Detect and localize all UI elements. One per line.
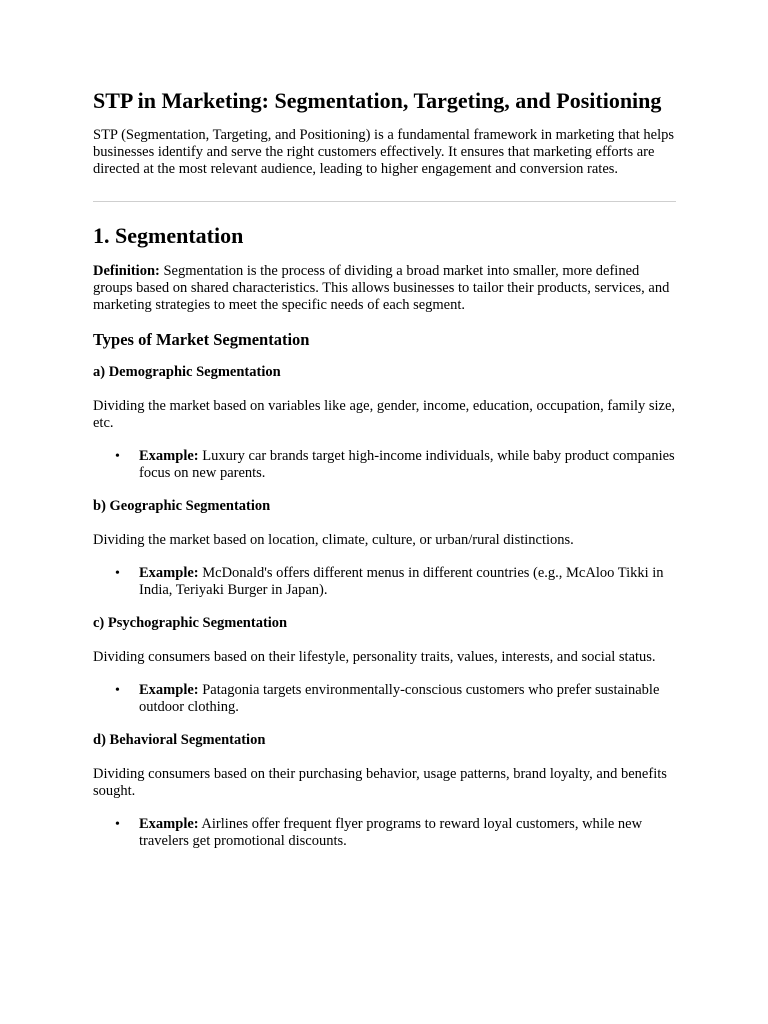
example-list-demographic: [93, 448, 676, 482]
list-item: [115, 565, 676, 599]
example-list-geographic: [93, 565, 676, 599]
bullet-icon: •: [115, 449, 120, 464]
intro-paragraph: STP (Segmentation, Targeting, and Positioning) is a fundamental framework in marketing that helps businesses identify and serve the right customers effectively. It ensures that marketing efforts are directed at the most relevant audience, leading to higher engagement and conversion rates.: [93, 127, 675, 177]
example-list-behavioral: [93, 816, 676, 850]
example-label: Example:: [139, 682, 199, 698]
definition-paragraph: [93, 263, 676, 314]
example-text: McDonald's offers different menus in different countries (e.g., McAloo Tikki in India, Teriyaki Burger in Japan).: [139, 565, 664, 598]
page-title: STP in Marketing: Segmentation, Targeting, and Positioning: [93, 88, 662, 113]
example-label: Example:: [139, 565, 199, 581]
subheading-psychographic: c) Psychographic Segmentation: [93, 615, 288, 631]
example-label: Example:: [139, 448, 199, 464]
definition-label: Definition:: [93, 263, 160, 279]
description-demographic: Dividing the market based on variables like age, gender, income, education, occupation, family size, etc.: [93, 398, 676, 431]
definition-text: Segmentation is the process of dividing a broad market into smaller, more defined groups based on shared characteristics. This allows businesses to tailor their products, services, and marketing strategies to meet the specific needs of each segment.: [93, 263, 670, 313]
example-list-psychographic: [93, 682, 676, 716]
list-item: [115, 816, 676, 850]
subheading-geographic: b) Geographic Segmentation: [93, 498, 271, 514]
list-item: [115, 448, 676, 482]
description-geographic: Dividing the market based on location, climate, culture, or urban/rural distinctions.: [93, 532, 574, 548]
section-divider: [93, 201, 676, 202]
types-heading: Types of Market Segmentation: [93, 330, 310, 349]
list-item: [115, 682, 676, 716]
subheading-demographic: a) Demographic Segmentation: [93, 364, 281, 380]
example-text: Airlines offer frequent flyer programs to reward loyal customers, while new travelers get promotional discounts.: [139, 816, 643, 849]
example-text: Luxury car brands target high-income individuals, while baby product companies focus on new parents.: [139, 448, 675, 481]
bullet-icon: •: [115, 566, 120, 581]
example-label: Example:: [139, 816, 199, 832]
bullet-icon: •: [115, 817, 120, 832]
bullet-icon: •: [115, 683, 120, 698]
description-psychographic: Dividing consumers based on their lifestyle, personality traits, values, interests, and social status.: [93, 649, 656, 665]
description-behavioral: Dividing consumers based on their purchasing behavior, usage patterns, brand loyalty, and benefits sought.: [93, 766, 667, 799]
example-text: Patagonia targets environmentally-conscious customers who prefer sustainable outdoor clothing.: [139, 682, 660, 715]
document-body: [93, 88, 676, 866]
section-heading-segmentation: 1. Segmentation: [93, 223, 244, 248]
subheading-behavioral: d) Behavioral Segmentation: [93, 732, 266, 748]
